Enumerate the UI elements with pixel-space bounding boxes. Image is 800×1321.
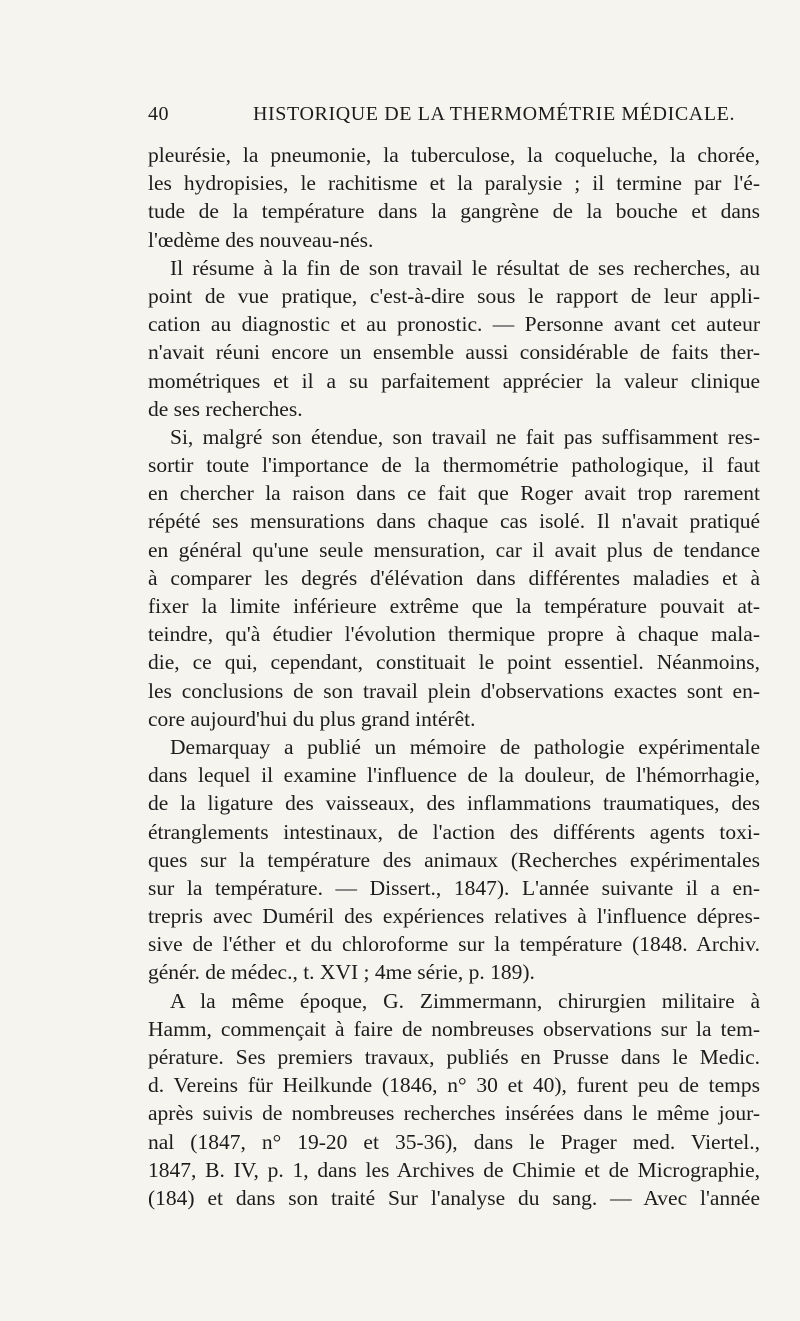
text-line: de ses recherches.: [148, 396, 303, 421]
text-line: nal (1847, n° 19-20 et 35-36), dans le Prager med. Viertel.,: [148, 1129, 760, 1154]
body-text: [148, 141, 760, 1212]
text-line: teindre, qu'à étudier l'évolution thermique propre à chaque mala-: [148, 622, 760, 647]
text-line: fixer la limite inférieure extrême que la température pouvait at-: [148, 594, 760, 618]
text-line: Si, malgré son étendue, son travail ne fait pas suffisamment res-: [170, 424, 760, 449]
text-line: die, ce qui, cependant, constituait le point essentiel. Néanmoins,: [148, 650, 760, 675]
text-line: sur la température. — Dissert., 1847). L'année suivante il a en-: [148, 875, 760, 900]
text-line: les conclusions de son travail plein d'observations exactes sont en-: [148, 678, 760, 703]
page-header: [148, 103, 758, 133]
text-line: en chercher la raison dans ce fait que Roger avait trop rarement: [148, 481, 760, 506]
text-line: Demarquay a publié un mémoire de pathologie expérimentale: [170, 734, 760, 759]
text-line: Il résume à la fin de son travail le résultat de ses recherches, au: [170, 255, 760, 280]
running-title: HISTORIQUE DE LA THERMOMÉTRIE MÉDICALE.: [253, 103, 736, 125]
text-line: répété ses mensurations dans chaque cas isolé. Il n'avait pratiqué: [148, 509, 760, 534]
text-line: les hydropisies, le rachitisme et la paralysie ; il termine par l'é-: [148, 171, 760, 196]
text-line: étranglements intestinaux, de l'action des différents agents toxi-: [148, 819, 760, 844]
text-line: (184) et dans son traité Sur l'analyse du sang. — Avec l'année: [148, 1185, 760, 1210]
text-line: après suivis de nombreuses recherches insérées dans le même jour-: [148, 1101, 760, 1126]
text-line: en général qu'une seule mensuration, car il avait plus de tendance: [148, 537, 760, 562]
text-line: trepris avec Duméril des expériences relatives à l'influence dépres-: [148, 904, 760, 929]
text-line: n'avait réuni encore un ensemble aussi considérable de faits ther-: [148, 340, 760, 365]
text-line: ques sur la température des animaux (Recherches expérimentales: [148, 847, 760, 872]
text-line: Hamm, commençait à faire de nombreuses observations sur la tem-: [148, 1016, 760, 1041]
text-line: point de vue pratique, c'est-à-dire sous le rapport de leur appli-: [148, 283, 760, 308]
text-line: génér. de médec., t. XVI ; 4me série, p. 189).: [148, 960, 535, 985]
page-number: 40: [148, 103, 169, 125]
text-line: 1847, B. IV, p. 1, dans les Archives de Chimie et de Micrographie,: [148, 1157, 760, 1182]
text-line: cation au diagnostic et au pronostic. — Personne avant cet auteur: [148, 312, 760, 337]
text-line: pérature. Ses premiers travaux, publiés en Prusse dans le Medic.: [148, 1045, 760, 1069]
text-line: A la même époque, G. Zimmermann, chirurgien militaire à: [170, 988, 760, 1013]
text-line: mométriques et il a su parfaitement apprécier la valeur clinique: [148, 368, 760, 393]
text-line: sive de l'éther et du chloroforme sur la température (1848. Archiv.: [148, 932, 760, 957]
text-line: à comparer les degrés d'élévation dans différentes maladies et à: [148, 565, 760, 590]
text-line: d. Vereins für Heilkunde (1846, n° 30 et 40), furent peu de temps: [148, 1073, 760, 1098]
text-line: pleurésie, la pneumonie, la tuberculose, la coqueluche, la chorée,: [148, 143, 760, 167]
text-line: tude de la température dans la gangrène de la bouche et dans: [148, 199, 760, 224]
text-line: dans lequel il examine l'influence de la douleur, de l'hémorrhagie,: [148, 763, 760, 788]
text-line: l'œdème des nouveau-nés.: [148, 227, 374, 252]
text-line: sortir toute l'importance de la thermométrie pathologique, il faut: [148, 453, 760, 478]
text-line: de la ligature des vaisseaux, des inflammations traumatiques, des: [148, 791, 760, 816]
text-line: core aujourd'hui du plus grand intérêt.: [148, 706, 476, 731]
